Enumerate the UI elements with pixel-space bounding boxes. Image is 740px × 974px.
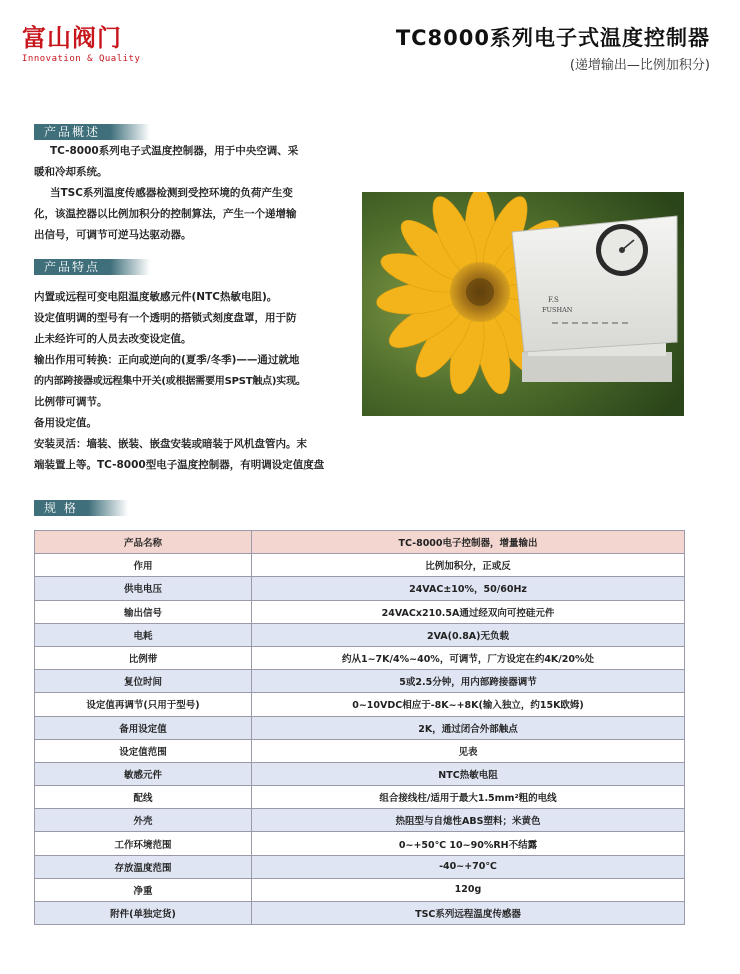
- features-line: 备用设定值。: [34, 417, 97, 429]
- spec-key: 供电电压: [35, 577, 252, 600]
- table-row: [35, 670, 685, 693]
- logo-chinese: 富山阀门: [22, 23, 122, 52]
- spec-key: 电耗: [35, 623, 252, 646]
- overview-line: 出信号，可调节可逆马达驱动器。: [34, 229, 192, 241]
- spec-key: 设定值范围: [35, 739, 252, 762]
- features-line: 设定值明调的型号有一个透明的搭锁式刻度盘罩，用于防: [34, 312, 297, 324]
- spec-value: 2VA(0.8A)无负载: [252, 623, 685, 646]
- table-row: [35, 739, 685, 762]
- spec-value: TC-8000电子控制器，增量输出: [252, 531, 685, 554]
- table-row: [35, 762, 685, 785]
- table-row: [35, 623, 685, 646]
- spec-value: 见表: [252, 739, 685, 762]
- page-title: TC8000系列电子式温度控制器: [395, 26, 710, 50]
- section-label-features: 产品特点: [34, 259, 110, 275]
- device-brand-name: FUSHAN: [542, 306, 573, 314]
- section-label-spec: 规 格: [34, 500, 88, 516]
- table-row: [35, 855, 685, 878]
- spec-key: 作用: [35, 554, 252, 577]
- spec-value: 24VAC±10%，50/60Hz: [252, 577, 685, 600]
- device-brand-mark: F.S: [548, 296, 559, 304]
- flower-and-thermostat-illustration: [362, 192, 684, 416]
- spec-value: 组合接线柱/适用于最大1.5mm²粗的电线: [252, 786, 685, 809]
- table-row: [35, 646, 685, 669]
- table-row: [35, 716, 685, 739]
- spec-key: 工作环境范围: [35, 832, 252, 855]
- spec-key: 比例带: [35, 646, 252, 669]
- spec-value: 0~+50℃ 10~90%RH不结露: [252, 832, 685, 855]
- spec-value: 5或2.5分钟，用内部跨接器调节: [252, 670, 685, 693]
- overview-line: 暖和冷却系统。: [34, 166, 108, 178]
- features-line: 输出作用可转换：正向或逆向的(夏季/冬季)——通过就地: [34, 354, 300, 366]
- table-row: [35, 809, 685, 832]
- spec-key: 外壳: [35, 809, 252, 832]
- spec-key: 附件(单独定货): [35, 902, 252, 925]
- spec-key: 产品名称: [35, 531, 252, 554]
- spec-key: 存放温度范围: [35, 855, 252, 878]
- page-subtitle: (递增输出—比例加积分): [569, 58, 710, 73]
- table-row: [35, 554, 685, 577]
- table-row: [35, 786, 685, 809]
- overview-line: 化，该温控器以比例加积分的控制算法，产生一个递增输: [34, 208, 297, 220]
- spec-value: 约从1~7K/4%~40%，可调节，厂方设定在约4K/20%处: [252, 646, 685, 669]
- spec-value: NTC热敏电阻: [252, 762, 685, 785]
- spec-value: 热阻型与自熄性ABS塑料；米黄色: [252, 809, 685, 832]
- features-line: 止未经许可的人员去改变设定值。: [34, 333, 192, 345]
- spec-value: TSC系列远程温度传感器: [252, 902, 685, 925]
- features-line: 端装置上等。TC-8000型电子温度控制器，有明调设定值度盘: [34, 459, 325, 471]
- spec-value: 24VACx210.5A通过经双向可控硅元件: [252, 600, 685, 623]
- features-line: 比例带可调节。: [34, 396, 108, 408]
- spec-key: 敏感元件: [35, 762, 252, 785]
- logo-slogan: Innovation & Quality: [22, 54, 141, 64]
- spec-value: 2K，通过闭合外部触点: [252, 716, 685, 739]
- spec-table: [34, 530, 685, 925]
- features-paragraph: [34, 287, 364, 476]
- overview-line: TC-8000系列电子式温度控制器，用于中央空调、采: [50, 145, 299, 157]
- section-label-overview: 产品概述: [34, 124, 110, 140]
- spec-value: 0~10VDC相应于-8K~+8K(输入独立，约15K欧姆): [252, 693, 685, 716]
- spec-key: 设定值再调节(只用于型号): [35, 693, 252, 716]
- spec-key: 输出信号: [35, 600, 252, 623]
- product-photo: [362, 192, 684, 416]
- company-logo: [22, 24, 140, 64]
- spec-value: -40~+70℃: [252, 855, 685, 878]
- table-row: [35, 600, 685, 623]
- overview-paragraph: [34, 141, 364, 246]
- spec-value: 120g: [252, 878, 685, 901]
- spec-key: 复位时间: [35, 670, 252, 693]
- overview-line: 当TSC系列温度传感器检测到受控环境的负荷产生变: [50, 187, 293, 199]
- spec-value: 比例加积分，正或反: [252, 554, 685, 577]
- features-line: 内置或远程可变电阻温度敏感元件(NTC热敏电阻)。: [34, 291, 278, 303]
- spec-key: 备用设定值: [35, 716, 252, 739]
- table-row: [35, 577, 685, 600]
- spec-key: 净重: [35, 878, 252, 901]
- features-line: 的内部跨接器或远程集中开关(或根据需要用SPST触点)实现。: [34, 376, 306, 387]
- table-row: [35, 693, 685, 716]
- table-row: [35, 531, 685, 554]
- spec-key: 配线: [35, 786, 252, 809]
- features-line: 安装灵活：墙装、嵌装、嵌盘安装或暗装于风机盘管内。末: [34, 438, 307, 450]
- table-row: [35, 832, 685, 855]
- table-row: [35, 902, 685, 925]
- thermostat-device-icon: [512, 216, 677, 382]
- table-row: [35, 878, 685, 901]
